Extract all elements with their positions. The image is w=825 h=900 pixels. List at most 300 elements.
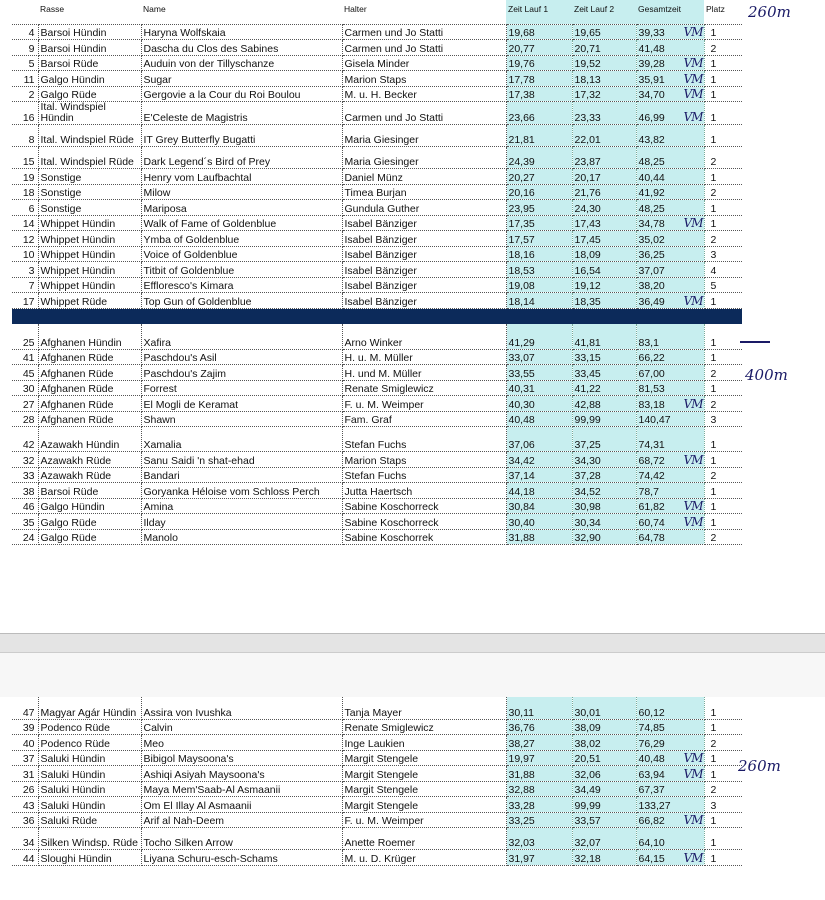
cell-zeit1: 32,03 xyxy=(506,828,572,850)
cell-zeit1: 40,30 xyxy=(506,396,572,412)
cell-name: Sanu Saidi 'n shat-ehad xyxy=(141,452,342,468)
cell-platz: 1 xyxy=(704,498,742,514)
cell-gesamt: 64,78 xyxy=(636,529,704,545)
cell-name: IT Grey Butterfly Bugatti xyxy=(141,125,342,147)
cell-name: Om El Illay Al Asmaanii xyxy=(141,797,342,813)
cell-nr: 45 xyxy=(12,365,38,381)
table-row xyxy=(12,766,742,782)
cell-halter: Sabine Koschorreck xyxy=(342,514,506,530)
cell-halter: Anette Roemer xyxy=(342,828,506,850)
cell-halter: H. und M. Müller xyxy=(342,365,506,381)
cell-platz: 1 xyxy=(704,452,742,468)
cell-halter: Daniel Münz xyxy=(342,169,506,185)
cell-zeit2: 32,06 xyxy=(572,766,636,782)
cell-platz: 1 xyxy=(704,828,742,850)
cell-platz: 4 xyxy=(704,262,742,278)
cell-zeit1: 23,95 xyxy=(506,200,572,216)
table-row xyxy=(12,850,742,866)
cell-nr: 16 xyxy=(12,102,38,125)
cell-rasse: Barsoi Rüde xyxy=(38,55,141,71)
cell-platz: 1 xyxy=(704,349,742,365)
vm-handwritten-mark: VM xyxy=(683,499,703,513)
cell-gesamt-value: 61,82 xyxy=(638,501,665,513)
cell-rasse: Saluki Hündin xyxy=(38,766,141,782)
cell-platz: 2 xyxy=(704,365,742,381)
table-row xyxy=(12,55,742,71)
table-header-row xyxy=(12,0,742,24)
cell-name: Bandari xyxy=(141,467,342,483)
cell-nr: 34 xyxy=(12,828,38,850)
cell-nr: 47 xyxy=(12,697,38,719)
cell-nr: 32 xyxy=(12,452,38,468)
cell-nr: 33 xyxy=(12,467,38,483)
cell-rasse: Whippet Hündin xyxy=(38,215,141,231)
cell-platz: 2 xyxy=(704,147,742,169)
cell-zeit2: 99,99 xyxy=(572,797,636,813)
cell-rasse: Ital. Windspiel Rüde xyxy=(38,125,141,147)
cell-nr: 37 xyxy=(12,750,38,766)
table-row xyxy=(12,697,742,719)
cell-halter: Maria Giesinger xyxy=(342,125,506,147)
cell-rasse: Afghanen Rüde xyxy=(38,349,141,365)
cell-platz: 1 xyxy=(704,24,742,40)
cell-gesamt-value: 63,94 xyxy=(638,768,665,781)
block3-body xyxy=(12,697,742,865)
cell-halter: F. u. M. Weimper xyxy=(342,812,506,828)
cell-nr: 6 xyxy=(12,200,38,216)
cell-zeit2: 23,87 xyxy=(572,147,636,169)
cell-nr: 31 xyxy=(12,766,38,782)
cell-name: Arif al Nah-Deem xyxy=(141,812,342,828)
cell-gesamt: 48,25 xyxy=(636,147,704,169)
cell-zeit1: 44,18 xyxy=(506,483,572,499)
cell-halter: Isabel Bänziger xyxy=(342,277,506,293)
cell-gesamt xyxy=(636,850,704,866)
cell-nr: 38 xyxy=(12,483,38,499)
cell-gesamt: 60,12 xyxy=(636,697,704,719)
cell-zeit1: 37,14 xyxy=(506,467,572,483)
cell-gesamt: 43,82 xyxy=(636,125,704,147)
cell-platz: 1 xyxy=(704,812,742,828)
cell-nr: 10 xyxy=(12,246,38,262)
header-nr xyxy=(12,0,38,24)
table-row xyxy=(12,483,742,499)
cell-zeit1: 34,42 xyxy=(506,452,572,468)
cell-gesamt: 35,02 xyxy=(636,231,704,247)
table-row xyxy=(12,781,742,797)
cell-zeit1: 33,25 xyxy=(506,812,572,828)
table-row xyxy=(12,427,742,452)
cell-rasse: Afghanen Hündin xyxy=(38,324,141,349)
cell-name: Paschdou's Zajim xyxy=(141,365,342,381)
cell-name: Forrest xyxy=(141,380,342,396)
cell-zeit2: 30,98 xyxy=(572,498,636,514)
vm-handwritten-mark: VM xyxy=(683,766,703,781)
cell-gesamt: 74,85 xyxy=(636,719,704,735)
cell-zeit2: 30,34 xyxy=(572,514,636,530)
cell-nr: 40 xyxy=(12,735,38,751)
cell-halter: Carmen und Jo Statti xyxy=(342,40,506,56)
cell-gesamt-value: 34,70 xyxy=(638,89,665,101)
separator-bar xyxy=(12,308,742,324)
results-sheet-top xyxy=(12,0,742,545)
cell-rasse: Azawakh Rüde xyxy=(38,452,141,468)
cell-zeit1: 17,38 xyxy=(506,86,572,102)
cell-nr: 46 xyxy=(12,498,38,514)
cell-platz: 1 xyxy=(704,200,742,216)
cell-gesamt-value: 64,15 xyxy=(638,852,665,865)
cell-rasse: Barsoi Rüde xyxy=(38,483,141,499)
cell-nr: 25 xyxy=(12,324,38,349)
cell-rasse: Podenco Rüde xyxy=(38,735,141,751)
cell-name: Xafira xyxy=(141,324,342,349)
cell-name: Goryanka Héloise vom Schloss Perch xyxy=(141,483,342,499)
table-row xyxy=(12,262,742,278)
cell-zeit2: 20,17 xyxy=(572,169,636,185)
cell-name: Efflorescо's Kimara xyxy=(141,277,342,293)
table-row xyxy=(12,293,742,309)
vm-handwritten-mark: VM xyxy=(683,396,703,411)
cell-halter: Tanja Mayer xyxy=(342,697,506,719)
cell-gesamt: 133,27 xyxy=(636,797,704,813)
table-row xyxy=(12,529,742,545)
cell-platz: 2 xyxy=(704,735,742,751)
cell-rasse: Galgo Rüde xyxy=(38,529,141,545)
cell-zeit2: 37,28 xyxy=(572,467,636,483)
cell-zeit2: 34,52 xyxy=(572,483,636,499)
cell-zeit2: 18,09 xyxy=(572,246,636,262)
table-row xyxy=(12,812,742,828)
note-distance-260-bottom: 260m xyxy=(738,757,781,775)
results-table-top xyxy=(12,0,742,545)
cell-gesamt: 64,10 xyxy=(636,828,704,850)
cell-zeit2: 22,01 xyxy=(572,125,636,147)
table-row xyxy=(12,169,742,185)
cell-zeit1: 21,81 xyxy=(506,125,572,147)
cell-gesamt: 74,42 xyxy=(636,467,704,483)
cell-platz: 2 xyxy=(704,40,742,56)
cell-halter: Isabel Bänziger xyxy=(342,293,506,309)
cell-name: E'Celeste de Magistris xyxy=(141,102,342,125)
cell-rasse: Afghanen Rüde xyxy=(38,365,141,381)
cell-halter: H. u. M. Müller xyxy=(342,349,506,365)
cell-platz: 2 xyxy=(704,184,742,200)
cell-nr: 15 xyxy=(12,147,38,169)
results-table-bottom xyxy=(12,697,742,866)
cell-halter: Marion Staps xyxy=(342,71,506,87)
cell-zeit1: 19,76 xyxy=(506,55,572,71)
cell-gesamt xyxy=(636,452,704,468)
table-row xyxy=(12,514,742,530)
cell-gesamt: 140,47 xyxy=(636,411,704,427)
cell-rasse: Galgo Hündin xyxy=(38,71,141,87)
cell-name: Haryna Wolfskaia xyxy=(141,24,342,40)
cell-gesamt-value: 34,78 xyxy=(638,218,665,230)
table-row xyxy=(12,719,742,735)
cell-zeit2: 17,43 xyxy=(572,215,636,231)
cell-halter: Carmen und Jo Statti xyxy=(342,102,506,125)
vm-handwritten-mark: VM xyxy=(683,56,703,70)
cell-gesamt-value: 39,33 xyxy=(638,27,665,39)
cell-nr: 3 xyxy=(12,262,38,278)
cell-halter: Jutta Haertsch xyxy=(342,483,506,499)
cell-rasse: Silken Windsp. Rüde xyxy=(38,828,141,850)
table-row xyxy=(12,147,742,169)
cell-zeit2: 19,52 xyxy=(572,55,636,71)
cell-name: Shawn xyxy=(141,411,342,427)
cell-zeit2: 33,57 xyxy=(572,812,636,828)
table-row xyxy=(12,324,742,349)
cell-name: Mariposa xyxy=(141,200,342,216)
cell-nr: 7 xyxy=(12,277,38,293)
cell-zeit2: 33,15 xyxy=(572,349,636,365)
cell-gesamt xyxy=(636,71,704,87)
table-row xyxy=(12,246,742,262)
cell-gesamt xyxy=(636,24,704,40)
cell-platz: 1 xyxy=(704,697,742,719)
cell-zeit1: 24,39 xyxy=(506,147,572,169)
cell-nr: 4 xyxy=(12,24,38,40)
cell-platz: 3 xyxy=(704,411,742,427)
table-row xyxy=(12,215,742,231)
block-separator xyxy=(12,308,742,324)
header-zeit2: Zeit Lauf 2 xyxy=(572,0,636,24)
cell-name: Calvin xyxy=(141,719,342,735)
cell-name: Tocho Silken Arrow xyxy=(141,828,342,850)
cell-platz: 1 xyxy=(704,71,742,87)
header-rasse: Rasse xyxy=(38,0,141,24)
cell-name: Auduin von der Tillyschanze xyxy=(141,55,342,71)
table-row xyxy=(12,396,742,412)
cell-zeit1: 30,11 xyxy=(506,697,572,719)
cell-halter: Isabel Bänziger xyxy=(342,231,506,247)
table-row xyxy=(12,735,742,751)
cell-halter: Maria Giesinger xyxy=(342,147,506,169)
cell-halter: Gisela Minder xyxy=(342,55,506,71)
cell-name: Liyana Schuru-esch-Schams xyxy=(141,850,342,866)
cell-rasse: Galgo Rüde xyxy=(38,86,141,102)
cell-name: Bibigol Maysoona's xyxy=(141,750,342,766)
cell-gesamt xyxy=(636,102,704,125)
cell-halter: Margit Stengele xyxy=(342,797,506,813)
cell-nr: 24 xyxy=(12,529,38,545)
cell-halter: Isabel Bänziger xyxy=(342,215,506,231)
cell-rasse: Whippet Hündin xyxy=(38,262,141,278)
cell-rasse: Saluki Hündin xyxy=(38,750,141,766)
cell-rasse: Sonstige xyxy=(38,169,141,185)
cell-halter: M. u. D. Krüger xyxy=(342,850,506,866)
table-row xyxy=(12,102,742,125)
cell-rasse: Podenco Rüde xyxy=(38,719,141,735)
cell-name: Dark Legend´s Bird of Prey xyxy=(141,147,342,169)
cell-rasse: Magyar Agár Hündin xyxy=(38,697,141,719)
cell-zeit2: 16,54 xyxy=(572,262,636,278)
cell-name: Xamalia xyxy=(141,427,342,452)
header-platz: Platz xyxy=(704,0,742,24)
vm-handwritten-mark: VM xyxy=(683,514,703,529)
table-row xyxy=(12,380,742,396)
cell-halter: Margit Stengele xyxy=(342,750,506,766)
cell-gesamt: 36,25 xyxy=(636,246,704,262)
cell-name: Assira von Ivushka xyxy=(141,697,342,719)
cell-nr: 14 xyxy=(12,215,38,231)
cell-halter: Fam. Graf xyxy=(342,411,506,427)
cell-zeit1: 17,35 xyxy=(506,215,572,231)
cell-name: Milow xyxy=(141,184,342,200)
cell-zeit1: 33,28 xyxy=(506,797,572,813)
cell-name: El Mogli de Keramat xyxy=(141,396,342,412)
cell-rasse: Barsoi Hündin xyxy=(38,40,141,56)
cell-name: Voice of Goldenblue xyxy=(141,246,342,262)
cell-gesamt: 81,53 xyxy=(636,380,704,396)
cell-halter: Sabine Koschorrek xyxy=(342,529,506,545)
cell-gesamt: 67,00 xyxy=(636,365,704,381)
cell-gesamt-value: 35,91 xyxy=(638,73,665,86)
cell-zeit1: 32,88 xyxy=(506,781,572,797)
cell-halter: Arno Winker xyxy=(342,324,506,349)
cell-zeit1: 18,14 xyxy=(506,293,572,309)
cell-zeit2: 17,45 xyxy=(572,231,636,247)
cell-gesamt: 37,07 xyxy=(636,262,704,278)
cell-halter: Margit Stengele xyxy=(342,781,506,797)
cell-rasse: Sonstige xyxy=(38,184,141,200)
cell-rasse: Ital. Windspiel Rüde xyxy=(38,147,141,169)
cell-halter: Timea Burjan xyxy=(342,184,506,200)
cell-zeit1: 18,53 xyxy=(506,262,572,278)
cell-rasse: Galgo Rüde xyxy=(38,514,141,530)
cell-platz: 1 xyxy=(704,850,742,866)
cell-zeit2: 99,99 xyxy=(572,411,636,427)
block1-body xyxy=(12,24,742,308)
cell-platz: 1 xyxy=(704,380,742,396)
cell-gesamt xyxy=(636,55,704,71)
cell-rasse: Afghanen Rüde xyxy=(38,380,141,396)
table-row xyxy=(12,365,742,381)
cell-zeit2: 19,12 xyxy=(572,277,636,293)
cell-nr: 35 xyxy=(12,514,38,530)
cell-nr: 8 xyxy=(12,125,38,147)
cell-platz: 1 xyxy=(704,427,742,452)
cell-rasse: Barsoi Hündin xyxy=(38,24,141,40)
header-zeit1: Zeit Lauf 1 xyxy=(506,0,572,24)
cell-rasse: Galgo Hündin xyxy=(38,498,141,514)
cell-rasse: Afghanen Rüde xyxy=(38,396,141,412)
cell-zeit1: 31,97 xyxy=(506,850,572,866)
cell-nr: 27 xyxy=(12,396,38,412)
cell-nr: 30 xyxy=(12,380,38,396)
cell-gesamt xyxy=(636,396,704,412)
cell-rasse: Whippet Rüde xyxy=(38,293,141,309)
vm-handwritten-mark: VM xyxy=(683,110,703,124)
table-row xyxy=(12,125,742,147)
cell-rasse: Sloughi Hündin xyxy=(38,850,141,866)
cell-zeit2: 38,09 xyxy=(572,719,636,735)
cell-halter: Stefan Fuchs xyxy=(342,467,506,483)
cell-halter: Renate Smiglewicz xyxy=(342,719,506,735)
cell-nr: 42 xyxy=(12,427,38,452)
cell-gesamt-value: 36,49 xyxy=(638,295,665,308)
cell-zeit2: 34,30 xyxy=(572,452,636,468)
header-gesamt: Gesamtzeit xyxy=(636,0,704,24)
cell-platz: 1 xyxy=(704,483,742,499)
cell-platz: 2 xyxy=(704,396,742,412)
cell-zeit2: 38,02 xyxy=(572,735,636,751)
cell-nr: 28 xyxy=(12,411,38,427)
cell-platz: 3 xyxy=(704,797,742,813)
cell-platz: 2 xyxy=(704,231,742,247)
cell-zeit1: 17,57 xyxy=(506,231,572,247)
cell-zeit2: 17,32 xyxy=(572,86,636,102)
vm-handwritten-mark: VM xyxy=(683,850,703,865)
cell-nr: 19 xyxy=(12,169,38,185)
cell-rasse: Whippet Hündin xyxy=(38,246,141,262)
cell-nr: 12 xyxy=(12,231,38,247)
cell-gesamt xyxy=(636,86,704,102)
cell-gesamt: 74,31 xyxy=(636,427,704,452)
cell-rasse: Azawakh Rüde xyxy=(38,467,141,483)
cell-name: Henry vom Laufbachtal xyxy=(141,169,342,185)
note-distance-400: 400m xyxy=(745,366,788,384)
cell-name: Maya Mem'Saab-Al Asmaanii xyxy=(141,781,342,797)
cell-zeit1: 40,48 xyxy=(506,411,572,427)
table-row xyxy=(12,349,742,365)
cell-zeit1: 17,78 xyxy=(506,71,572,87)
cell-gesamt: 41,92 xyxy=(636,184,704,200)
cell-name: Walk of Fame of Goldenblue xyxy=(141,215,342,231)
cell-zeit1: 20,16 xyxy=(506,184,572,200)
table-row xyxy=(12,750,742,766)
cell-zeit2: 24,30 xyxy=(572,200,636,216)
table-row xyxy=(12,231,742,247)
cell-halter: Isabel Bänziger xyxy=(342,246,506,262)
cell-rasse: Ital. Windspiel Hündin xyxy=(38,102,141,125)
cell-zeit2: 32,07 xyxy=(572,828,636,850)
cell-name: Paschdou's Asil xyxy=(141,349,342,365)
vm-handwritten-mark: VM xyxy=(683,71,703,86)
cell-zeit2: 34,49 xyxy=(572,781,636,797)
cell-nr: 36 xyxy=(12,812,38,828)
cell-rasse: Afghanen Rüde xyxy=(38,411,141,427)
cell-zeit1: 18,16 xyxy=(506,246,572,262)
cell-halter: Renate Smiglewicz xyxy=(342,380,506,396)
cell-zeit1: 30,40 xyxy=(506,514,572,530)
header-name: Name xyxy=(141,0,342,24)
cell-zeit2: 23,33 xyxy=(572,102,636,125)
cell-platz: 5 xyxy=(704,277,742,293)
cell-zeit2: 19,65 xyxy=(572,24,636,40)
handwritten-line xyxy=(740,341,770,343)
cell-zeit1: 36,76 xyxy=(506,719,572,735)
cell-name: Ilday xyxy=(141,514,342,530)
cell-zeit1: 41,29 xyxy=(506,324,572,349)
cell-rasse: Saluki Hündin xyxy=(38,797,141,813)
cell-gesamt xyxy=(636,293,704,309)
cell-zeit2: 20,71 xyxy=(572,40,636,56)
cell-gesamt: 78,7 xyxy=(636,483,704,499)
cell-platz: 1 xyxy=(704,719,742,735)
vm-handwritten-mark: VM xyxy=(683,87,703,101)
cell-gesamt xyxy=(636,498,704,514)
cell-nr: 18 xyxy=(12,184,38,200)
cell-gesamt: 67,37 xyxy=(636,781,704,797)
cell-rasse: Saluki Rüde xyxy=(38,812,141,828)
cell-nr: 5 xyxy=(12,55,38,71)
cell-halter: M. u. H. Becker xyxy=(342,86,506,102)
page-gap-light xyxy=(0,653,825,697)
cell-nr: 26 xyxy=(12,781,38,797)
cell-gesamt-value: 39,28 xyxy=(638,58,665,70)
table-row xyxy=(12,467,742,483)
